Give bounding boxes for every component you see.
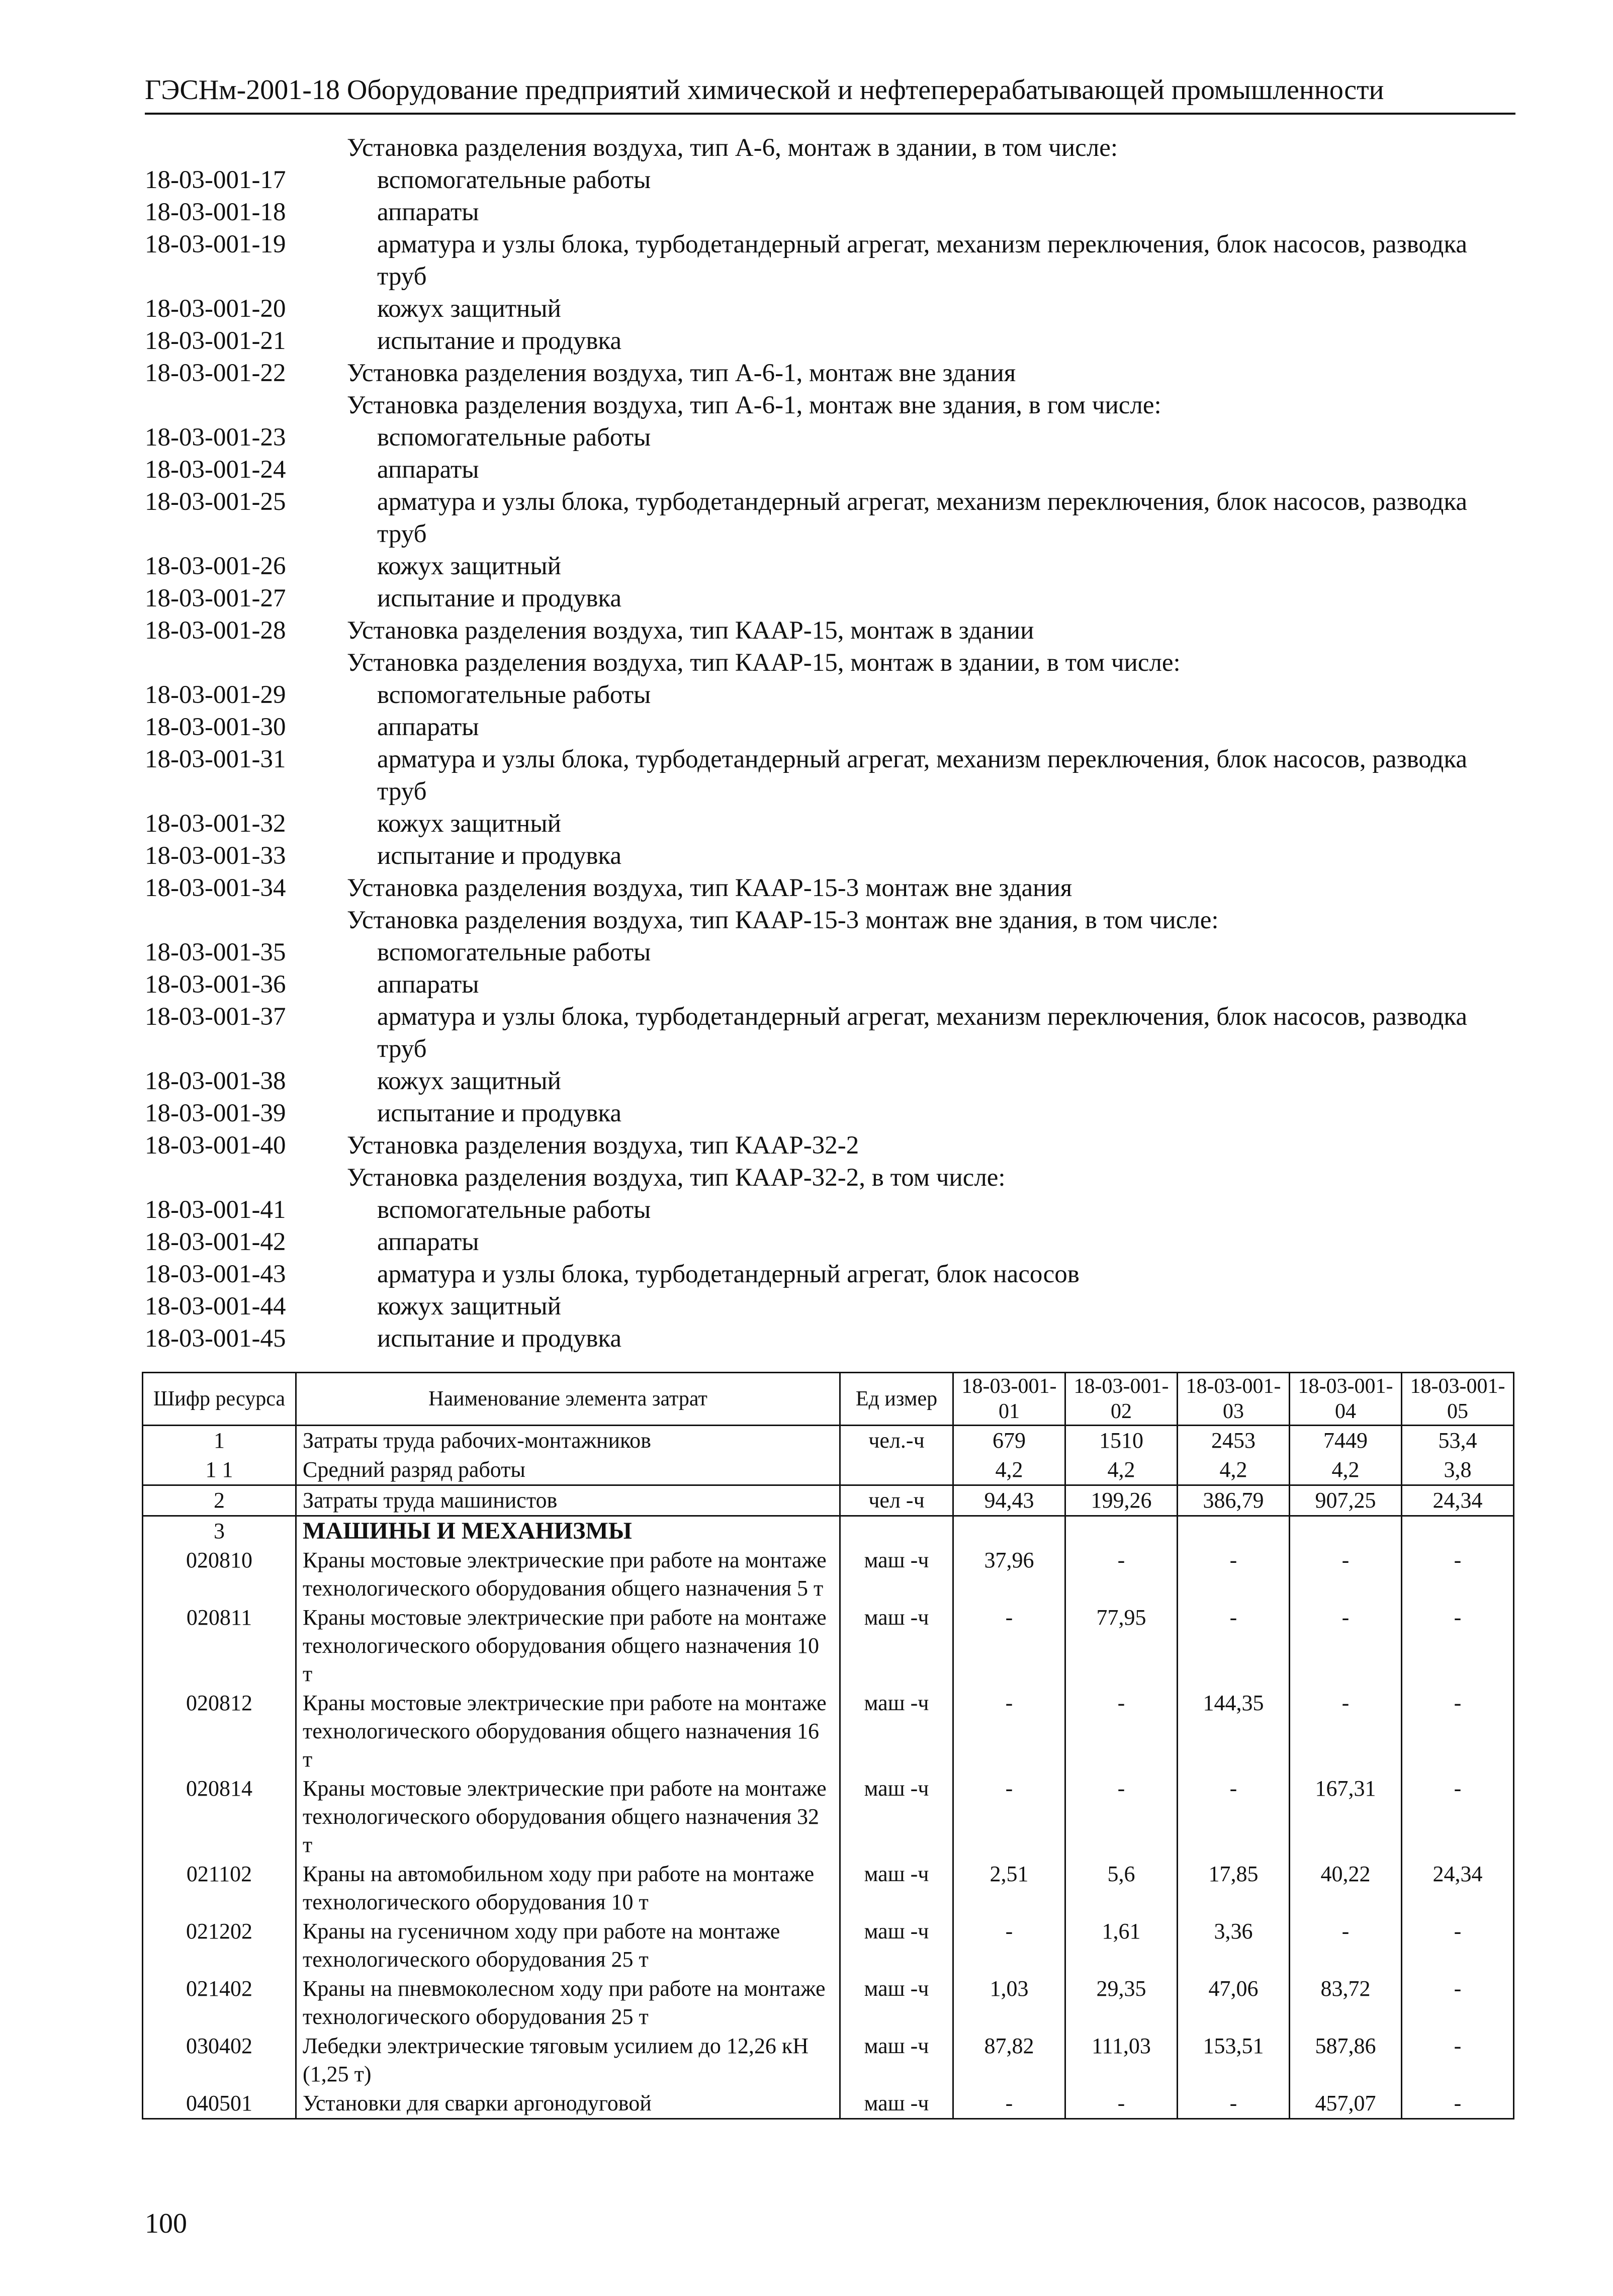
cell-value: 1,03 [953, 1974, 1065, 2032]
entry-description: испытание и продувка [377, 584, 622, 612]
cell-value: 94,43 [953, 1485, 1065, 1516]
cell-value: - [953, 1689, 1065, 1774]
cell-unit [840, 1455, 953, 1485]
cell-value [1178, 1516, 1290, 1546]
cell-cost-element: Краны на пневмоколесном ходу при работе на монтаже технологического оборудования 25 т [296, 1974, 840, 2032]
entry-description: арматура и узлы блока, турбодетандерный агрегат, механизм переключения, блок насосов, разводка труб [377, 230, 1467, 291]
cell-value: 47,06 [1178, 1974, 1290, 2032]
entry-row [145, 196, 1512, 228]
cell-cost-element: Средний разряд работы [296, 1455, 840, 1485]
entry-description: арматура и узлы блока, турбодетандерный агрегат, механизм переключения, блок насосов, разводка труб [377, 1003, 1467, 1063]
table-row [143, 2032, 1514, 2089]
table-row [143, 1603, 1514, 1689]
cell-value: - [1290, 1689, 1402, 1774]
entry-description: вспомогательные работы [377, 166, 651, 194]
header-col-2: 18-03-001-02 [1065, 1373, 1178, 1426]
table-row [143, 1974, 1514, 2032]
cell-value: 4,2 [1065, 1455, 1178, 1485]
cell-unit: маш -ч [840, 1974, 953, 2032]
cell-value: - [1402, 2089, 1514, 2119]
entry-row [145, 904, 1512, 936]
cell-value: 5,6 [1065, 1860, 1178, 1917]
cell-value: 2,51 [953, 1860, 1065, 1917]
cell-value [953, 1516, 1065, 1546]
entry-row [145, 293, 1512, 325]
cell-value: - [1178, 1546, 1290, 1603]
cell-unit: маш -ч [840, 1860, 953, 1917]
entry-row [145, 679, 1512, 711]
cell-value: 457,07 [1290, 2089, 1402, 2119]
cell-value: - [1065, 2089, 1178, 2119]
cell-value: - [953, 2089, 1065, 2119]
cell-unit: маш -ч [840, 2089, 953, 2119]
entry-row [145, 936, 1512, 968]
header-resource-code: Шифр ресурса [143, 1373, 296, 1426]
entry-description: испытание и продувка [377, 1324, 622, 1353]
entry-description: кожух защитный [377, 295, 561, 323]
entry-description: аппараты [377, 713, 479, 741]
entry-description: Установка разделения воздуха, тип А-6, монтаж в здании, в том числе: [347, 134, 1118, 162]
cell-value: - [1178, 1603, 1290, 1689]
cell-value: - [1402, 1974, 1514, 2032]
cell-value: - [1065, 1546, 1178, 1603]
cell-value: 24,34 [1402, 1860, 1514, 1917]
entry-description: Установка разделения воздуха, тип КААР-15-3 монтаж вне здания, в том числе: [347, 906, 1219, 934]
header-unit: Ед измер [840, 1373, 953, 1426]
entry-row [145, 743, 1512, 808]
entry-description: кожух защитный [377, 1292, 561, 1320]
cell-resource-code: 040501 [143, 2089, 296, 2119]
cell-value: - [1402, 1774, 1514, 1860]
entry-description: Установка разделения воздуха, тип А-6-1, монтаж вне здания, в гом числе: [347, 391, 1161, 419]
table-row [143, 1917, 1514, 1974]
entry-row [145, 228, 1512, 293]
cell-resource-code: 021202 [143, 1917, 296, 1974]
cell-value: 2453 [1178, 1426, 1290, 1456]
cost-table [142, 1372, 1514, 2120]
entry-description: кожух защитный [377, 552, 561, 580]
cell-value: 153,51 [1178, 2032, 1290, 2089]
cell-cost-element: Краны на автомобильном ходу при работе на монтаже технологического оборудования 10 т [296, 1860, 840, 1917]
entry-row [145, 808, 1512, 840]
cell-value: - [1290, 1603, 1402, 1689]
entry-code [145, 904, 347, 936]
cell-value: 4,2 [953, 1455, 1065, 1485]
entry-code [145, 647, 347, 679]
entry-description: испытание и продувка [377, 842, 622, 870]
table-row [143, 1426, 1514, 1456]
entry-description: арматура и узлы блока, турбодетандерный агрегат, блок насосов [377, 1260, 1080, 1288]
cell-value: 199,26 [1065, 1485, 1178, 1516]
cell-value: 29,35 [1065, 1974, 1178, 2032]
cell-value: - [1065, 1689, 1178, 1774]
cell-resource-code: 020812 [143, 1689, 296, 1774]
cell-value: - [1290, 1546, 1402, 1603]
entry-code: 18-03-001-23 [145, 423, 286, 452]
entry-description: Установка разделения воздуха, тип КААР-15, монтаж в здании [347, 616, 1034, 645]
entry-row [145, 1065, 1512, 1097]
cell-value: 587,86 [1290, 2032, 1402, 2089]
cell-value: 24,34 [1402, 1485, 1514, 1516]
entry-row [145, 1258, 1512, 1290]
entry-row [145, 550, 1512, 582]
cell-value: - [1178, 1774, 1290, 1860]
cell-value: - [953, 1917, 1065, 1974]
table-row [143, 2089, 1514, 2119]
cell-cost-element: Краны на гусеничном ходу при работе на монтаже технологического оборудования 25 т [296, 1917, 840, 1974]
cell-value [1290, 1516, 1402, 1546]
cell-value: - [1402, 1546, 1514, 1603]
cell-resource-code: 2 [143, 1485, 296, 1516]
entry-code: 18-03-001-28 [145, 616, 286, 645]
cell-value [1065, 1516, 1178, 1546]
entry-description: вспомогательные работы [377, 681, 651, 709]
entry-description: аппараты [377, 1228, 479, 1256]
cell-value: 7449 [1290, 1426, 1402, 1456]
entry-row [145, 1097, 1512, 1129]
entry-code: 18-03-001-35 [145, 938, 286, 966]
header-col-5: 18-03-001-05 [1402, 1373, 1514, 1426]
cell-unit: маш -ч [840, 1774, 953, 1860]
cell-unit: маш -ч [840, 1917, 953, 1974]
cell-value: - [1290, 1917, 1402, 1974]
table-row [143, 1689, 1514, 1774]
header-col-1: 18-03-001-01 [953, 1373, 1065, 1426]
cell-value [1402, 1516, 1514, 1546]
header-col-3: 18-03-001-03 [1178, 1373, 1290, 1426]
entry-code: 18-03-001-30 [145, 713, 286, 741]
cell-resource-code: 020811 [143, 1603, 296, 1689]
entry-row [145, 164, 1512, 196]
entry-code: 18-03-001-32 [145, 810, 286, 838]
cell-value: 40,22 [1290, 1860, 1402, 1917]
cell-value: 3,36 [1178, 1917, 1290, 1974]
table-row [143, 1774, 1514, 1860]
entry-code: 18-03-001-24 [145, 456, 286, 484]
entry-row [145, 968, 1512, 1001]
cell-value: 87,82 [953, 2032, 1065, 2089]
entry-row [145, 582, 1512, 614]
entry-list [145, 132, 1512, 1355]
cell-unit: чел -ч [840, 1485, 953, 1516]
cell-value: 679 [953, 1426, 1065, 1456]
cell-resource-code: 020810 [143, 1546, 296, 1603]
entry-row [145, 614, 1512, 647]
entry-code: 18-03-001-42 [145, 1228, 286, 1256]
cell-value: 53,4 [1402, 1426, 1514, 1456]
entry-code: 18-03-001-41 [145, 1196, 286, 1224]
entry-code: 18-03-001-19 [145, 230, 286, 258]
cell-value: - [1065, 1774, 1178, 1860]
cell-value: 907,25 [1290, 1485, 1402, 1516]
entry-code: 18-03-001-39 [145, 1099, 286, 1127]
entry-description: испытание и продувка [377, 327, 622, 355]
table-row [143, 1455, 1514, 1485]
cell-value: 77,95 [1065, 1603, 1178, 1689]
cell-resource-code: 021102 [143, 1860, 296, 1917]
table-header-row [143, 1373, 1514, 1426]
entry-description: вспомогательные работы [377, 938, 651, 966]
cell-cost-element: Затраты труда машинистов [296, 1485, 840, 1516]
entry-code: 18-03-001-22 [145, 359, 286, 387]
cell-unit: маш -ч [840, 2032, 953, 2089]
cell-value: 3,8 [1402, 1455, 1514, 1485]
entry-code: 18-03-001-36 [145, 970, 286, 999]
entry-description: арматура и узлы блока, турбодетандерный агрегат, механизм переключения, блок насосов, разводка труб [377, 745, 1467, 806]
cell-resource-code: 020814 [143, 1774, 296, 1860]
cell-resource-code: 3 [143, 1516, 296, 1546]
cell-value: 144,35 [1178, 1689, 1290, 1774]
entry-code: 18-03-001-38 [145, 1067, 286, 1095]
entry-code: 18-03-001-40 [145, 1131, 286, 1160]
entry-description: кожух защитный [377, 1067, 561, 1095]
cell-cost-element: Краны мостовые электрические при работе на монтаже технологического оборудования общего назначения 10 т [296, 1603, 840, 1689]
cell-unit: чел.-ч [840, 1426, 953, 1456]
entry-code: 18-03-001-25 [145, 488, 286, 516]
entry-row [145, 647, 1512, 679]
entry-description: Установка разделения воздуха, тип А-6-1, монтаж вне здания [347, 359, 1016, 387]
cell-value: 83,72 [1290, 1974, 1402, 2032]
cell-value: - [1402, 1917, 1514, 1974]
cell-resource-code: 1 [143, 1426, 296, 1456]
cell-cost-element: Краны мостовые электрические при работе на монтаже технологического оборудования общего назначения 16 т [296, 1689, 840, 1774]
cell-value: 167,31 [1290, 1774, 1402, 1860]
cell-cost-element: Краны мостовые электрические при работе на монтаже технологического оборудования общего назначения 5 т [296, 1546, 840, 1603]
table-row [143, 1516, 1514, 1546]
cell-resource-code: 021402 [143, 1974, 296, 2032]
cell-unit: маш -ч [840, 1546, 953, 1603]
header-divider [145, 113, 1515, 115]
entry-code: 18-03-001-45 [145, 1324, 286, 1353]
cell-unit: маш -ч [840, 1603, 953, 1689]
entry-row [145, 389, 1512, 421]
cell-value: 4,2 [1290, 1455, 1402, 1485]
entry-row [145, 1194, 1512, 1226]
entry-description: Установка разделения воздуха, тип КААР-15-3 монтаж вне здания [347, 874, 1072, 902]
entry-description: аппараты [377, 970, 479, 999]
entry-row [145, 840, 1512, 872]
entry-description: испытание и продувка [377, 1099, 622, 1127]
entry-row [145, 132, 1512, 164]
cell-value: 1510 [1065, 1426, 1178, 1456]
table-row [143, 1485, 1514, 1516]
header-cost-element: Наименование элемента затрат [296, 1373, 840, 1426]
cell-cost-element: Лебедки электрические тяговым усилием до 12,26 кН (1,25 т) [296, 2032, 840, 2089]
entry-code: 18-03-001-18 [145, 198, 286, 226]
entry-code: 18-03-001-29 [145, 681, 286, 709]
entry-code: 18-03-001-27 [145, 584, 286, 612]
header-col-4: 18-03-001-04 [1290, 1373, 1402, 1426]
entry-code: 18-03-001-44 [145, 1292, 286, 1320]
cell-cost-element: МАШИНЫ И МЕХАНИЗМЫ [296, 1516, 840, 1546]
cell-unit: маш -ч [840, 1689, 953, 1774]
cell-value: 1,61 [1065, 1917, 1178, 1974]
entry-code: 18-03-001-21 [145, 327, 286, 355]
cell-value: - [953, 1603, 1065, 1689]
entry-row [145, 454, 1512, 486]
entry-code [145, 1162, 347, 1194]
entry-code: 18-03-001-31 [145, 745, 286, 773]
cell-cost-element: Затраты труда рабочих-монтажников [296, 1426, 840, 1456]
cell-value: - [1402, 2032, 1514, 2089]
page-number: 100 [145, 2208, 187, 2239]
entry-description: вспомогательные работы [377, 1196, 651, 1224]
cell-resource-code: 030402 [143, 2032, 296, 2089]
entry-code: 18-03-001-37 [145, 1003, 286, 1031]
entry-description: аппараты [377, 198, 479, 226]
entry-code: 18-03-001-20 [145, 295, 286, 323]
cell-value: - [953, 1774, 1065, 1860]
cell-value: - [1402, 1603, 1514, 1689]
entry-code [145, 389, 347, 421]
cell-value: 17,85 [1178, 1860, 1290, 1917]
table-row [143, 1860, 1514, 1917]
entry-description: кожух защитный [377, 810, 561, 838]
cell-cost-element: Установки для сварки аргонодуговой [296, 2089, 840, 2119]
entry-row [145, 1129, 1512, 1162]
entry-row [145, 486, 1512, 550]
entry-description: Установка разделения воздуха, тип КААР-15, монтаж в здании, в том числе: [347, 649, 1181, 677]
entry-description: Установка разделения воздуха, тип КААР-32-2 [347, 1131, 859, 1160]
cell-value: 386,79 [1178, 1485, 1290, 1516]
cell-resource-code: 1 1 [143, 1455, 296, 1485]
entry-code: 18-03-001-33 [145, 842, 286, 870]
cell-value: - [1402, 1689, 1514, 1774]
page-header-title: ГЭСНм-2001-18 Оборудование предприятий химической и нефтеперерабатывающей промышленности [145, 74, 1384, 106]
entry-code: 18-03-001-43 [145, 1260, 286, 1288]
entry-description: вспомогательные работы [377, 423, 651, 452]
entry-row [145, 1162, 1512, 1194]
cell-value: 4,2 [1178, 1455, 1290, 1485]
entry-row [145, 1290, 1512, 1322]
entry-row [145, 1322, 1512, 1355]
entry-row [145, 1001, 1512, 1065]
entry-row [145, 325, 1512, 357]
cell-unit [840, 1516, 953, 1546]
entry-row [145, 872, 1512, 904]
entry-row [145, 1226, 1512, 1258]
entry-row [145, 421, 1512, 454]
entry-description: Установка разделения воздуха, тип КААР-32-2, в том числе: [347, 1164, 1006, 1192]
table-row [143, 1546, 1514, 1603]
entry-code: 18-03-001-17 [145, 166, 286, 194]
entry-code: 18-03-001-34 [145, 874, 286, 902]
entry-code [145, 132, 347, 164]
entry-description: аппараты [377, 456, 479, 484]
entry-row [145, 711, 1512, 743]
entry-code: 18-03-001-26 [145, 552, 286, 580]
cell-value: 111,03 [1065, 2032, 1178, 2089]
entry-row [145, 357, 1512, 389]
entry-description: арматура и узлы блока, турбодетандерный агрегат, механизм переключения, блок насосов, разводка труб [377, 488, 1467, 548]
cell-cost-element: Краны мостовые электрические при работе на монтаже технологического оборудования общего назначения 32 т [296, 1774, 840, 1860]
cell-value: 37,96 [953, 1546, 1065, 1603]
cell-value: - [1178, 2089, 1290, 2119]
